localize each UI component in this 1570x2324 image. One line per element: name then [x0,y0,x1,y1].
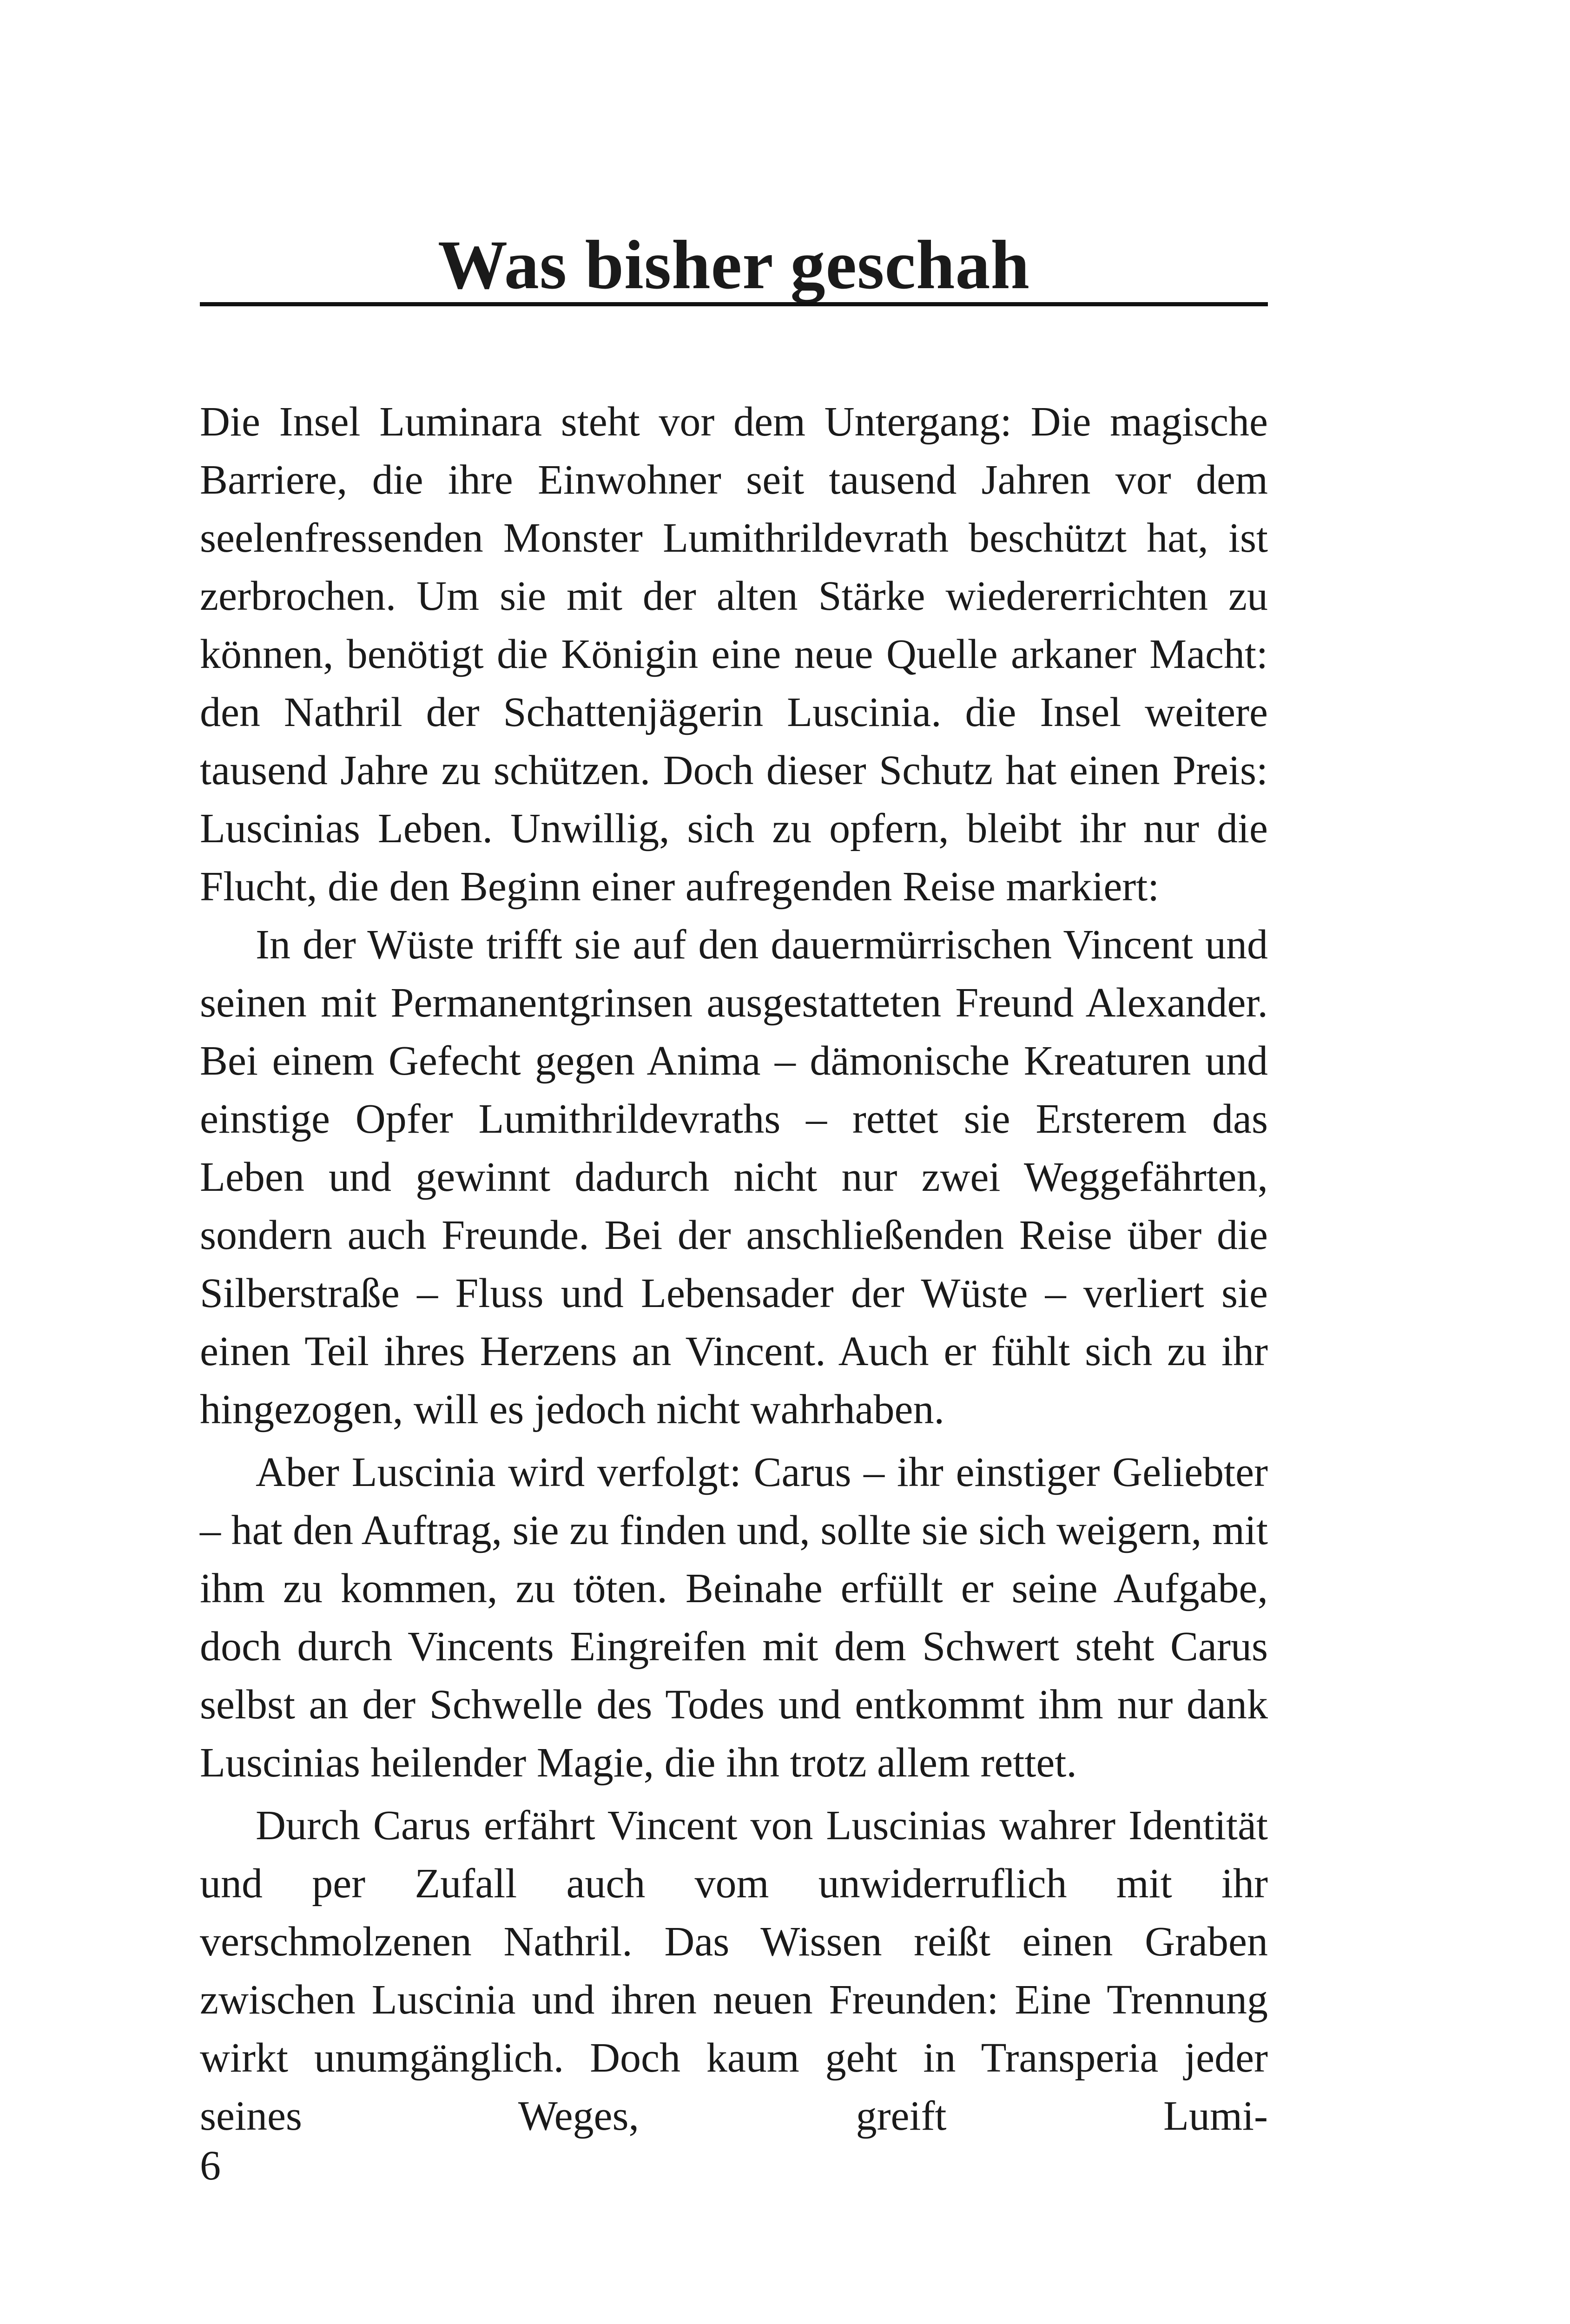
paragraph-1: Die Insel Luminara steht vor dem Untergang: Die magische Barriere, die ihre Einwohner seit tausend Jahren vor dem seelenfressenden Monster Lumithrildevrath beschützt hat, ist zerbrochen. Um sie mit der alten Stärke wiedererrichten zu können, benötigt die Königin eine neue Quelle arkaner Macht: den Nathril der Schattenjägerin Luscinia. die Insel weitere tausend Jahre zu schützen. Doch dieser Schutz hat einen Preis: Luscinias Leben. Unwillig, sich zu opfern, bleibt ihr nur die Flucht, die den Beginn einer aufregenden Reise markiert: [200,399,1268,910]
paragraph-4: Durch Carus erfährt Vincent von Luscinias wahrer Identität und per Zufall auch vom unwiderruflich mit ihr verschmolzenen Nathril. Das Wissen reißt einen Graben zwischen Luscinia und ihren neuen Freunden: Eine Trennung wirkt unumgänglich. Doch kaum geht in Transperia jeder seines Weges, greift Lumi- [200,1802,1268,2139]
chapter-title: Was bisher geschah [438,226,1030,304]
body-text [200,393,1268,2145]
paragraph-3: Aber Luscinia wird verfolgt: Carus – ihr einstiger Geliebter – hat den Auftrag, sie zu finden und, sollte sie sich weigern, mit ihm zu kommen, zu töten. Beinahe erfüllt er seine Aufgabe, doch durch Vincents Eingreifen mit dem Schwert steht Carus selbst an der Schwelle des Todes und entkommt ihm nur dank Luscinias heilender Magie, die ihn trotz allem rettet. [200,1449,1268,1786]
page-number: 6 [200,2143,221,2189]
title-underline [200,302,1268,306]
paragraph-2: In der Wüste trifft sie auf den dauermürrischen Vincent und seinen mit Permanentgrinsen ausgestatteten Freund Alexander. Bei einem Gefecht gegen Anima – dämonische Kreaturen und einstige Opfer Lumithrildevraths – rettet sie Ersterem das Leben und gewinnt dadurch nicht nur zwei Weggefährten, sondern auch Freunde. Bei der anschließenden Reise über die Silberstraße – Fluss und Lebensader der Wüste – verliert sie einen Teil ihres Herzens an Vincent. Auch er fühlt sich zu ihr hingezogen, will es jedoch nicht wahrhaben. [200,922,1268,1433]
